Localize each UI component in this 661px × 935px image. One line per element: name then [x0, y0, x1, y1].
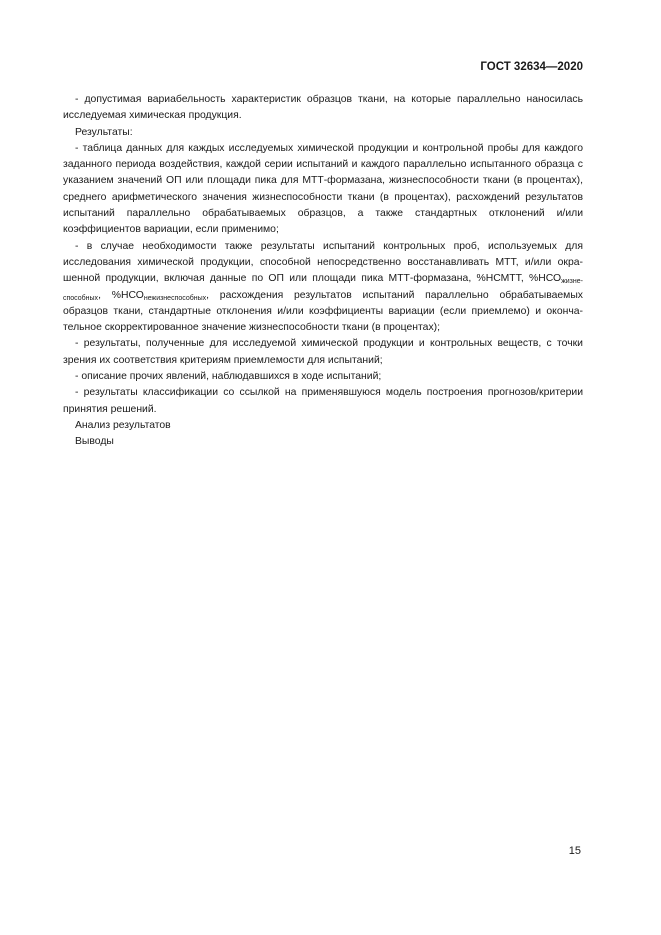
page-number: 15	[568, 845, 581, 857]
document-id-header: ГОСТ 32634—2020	[480, 61, 583, 73]
control-results-text-a: - в случае необходимости также результаты испытаний контрольных проб, используемых для исследования химической продукции, способной непосредственно восстанавливать МТТ, и/или окрашенной продукции, включая данные по ОП или площади пика МТТ-формазана, %НСМТТ, %НСО	[63, 240, 583, 285]
paragraph-acceptance-results: - результаты, полученные для исследуемой химической продукции и контрольных веществ, с точки зрения их соответствия критериям приемлемости для испытаний;	[63, 338, 583, 366]
subscript-nonviable: нежизнеспособных	[143, 294, 207, 302]
control-results-text-b: , %НСО	[98, 289, 144, 301]
paragraph-data-table: - таблица данных для каждых исследуемых химической продукции и контрольной пробы для каждого заданного периода воздействия, каждой серии испытаний и каждого параллельно испытанного образца с указанием значений ОП или площади пика для МТТ-формазана, жизнеспособности ткани (в процентах), среднего арифметического значения жизнеспособности ткани (в процентах), расхождений результатов испытаний параллельно обрабатываемых образцов, а также стандартных отклонений и/или коэффициентов вариации, если применимо;	[63, 142, 583, 236]
page-body	[63, 92, 583, 451]
subscript-viable: жизнеспособных	[63, 278, 583, 302]
paragraph-control-results	[63, 239, 583, 337]
paragraph-tissue-variability: - допустимая вариабельность характеристик образцов ткани, на которые параллельно наносилась исследуемая химическая продукция.	[63, 94, 583, 122]
paragraph-other-observations: - описание прочих явлений, наблюдавшихся в ходе испытаний;	[75, 371, 382, 383]
paragraph-classification-results: - результаты классификации со ссылкой на применявшуюся модель построения прогнозов/критерии принятия решений.	[63, 387, 583, 415]
control-results-text-c: , расхождения результатов испытаний параллельно обрабатываемых образцов ткани, стандартные отклонения и/или коэффициенты вариации (если приемлемо) и окончательное скорректированное значение жизнеспособности ткани (в процентах);	[63, 289, 583, 334]
analysis-heading: Анализ результатов	[75, 419, 171, 431]
results-heading: Результаты:	[75, 126, 133, 138]
conclusions-heading: Выводы	[75, 436, 114, 448]
